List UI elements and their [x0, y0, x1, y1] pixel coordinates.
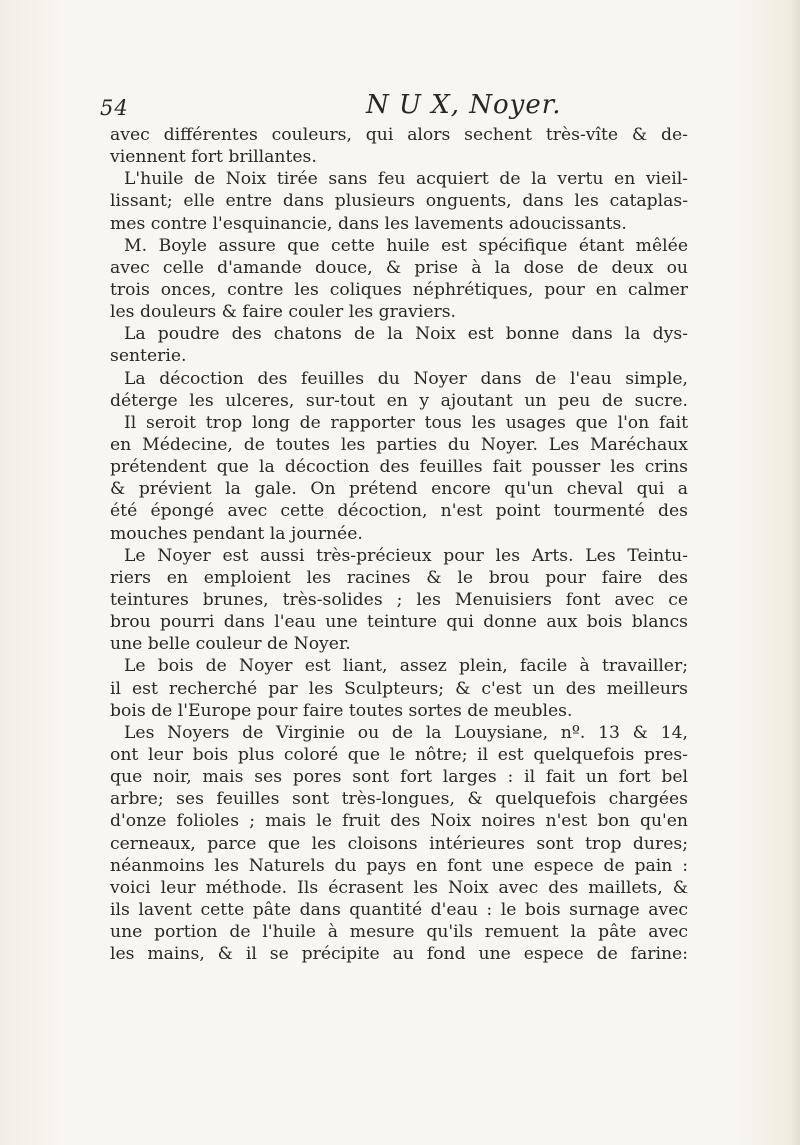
text-line: une portion de l'huile à mesure qu'ils remuent la pâte avec [110, 922, 688, 943]
text-line: teintures brunes, très-solides ; les Menuisiers font avec ce [110, 589, 688, 610]
text-line: trois onces, contre les coliques néphrétiques, pour en calmer [110, 279, 688, 300]
text-line: cerneaux, parce que les cloisons intérieures sont trop dures; [110, 833, 688, 854]
text-line: avec celle d'amande douce, & prise à la dose de deux ou [110, 257, 688, 278]
text-line: mes contre l'esquinancie, dans les lavements adoucissants. [110, 213, 627, 234]
text-line: ont leur bois plus coloré que le nôtre; il est quelquefois pres- [110, 744, 688, 765]
text-line: Le bois de Noyer est liant, assez plein, facile à travailler; [124, 656, 688, 677]
text-line: Les Noyers de Virginie ou de la Louysiane, nº. 13 & 14, [124, 722, 688, 743]
text-line: en Médecine, de toutes les parties du Noyer. Les Maréchaux [110, 434, 688, 455]
text-line: L'huile de Noix tirée sans feu acquiert de la vertu en vieil- [124, 169, 688, 190]
text-line: arbre; ses feuilles sont très-longues, & quelquefois chargées [110, 789, 688, 810]
text-line: il est recherché par les Sculpteurs; & c'est un des meilleurs [110, 678, 688, 699]
text-line: néanmoins les Naturels du pays en font une espece de pain : [110, 855, 688, 876]
text-line: lissant; elle entre dans plusieurs onguents, dans les cataplas- [110, 191, 688, 212]
text-line: Le Noyer est aussi très-précieux pour les Arts. Les Teintu- [124, 545, 688, 566]
text-line: les douleurs & faire couler les graviers. [110, 302, 457, 323]
running-head: N U X, Noyer. [366, 90, 562, 120]
text-line: prétendent que la décoction des feuilles fait pousser les crins [110, 457, 688, 478]
text-line: viennent fort brillantes. [110, 147, 317, 168]
text-line: Il seroit trop long de rapporter tous les usages que l'on fait [124, 412, 688, 433]
text-line: La décoction des feuilles du Noyer dans de l'eau simple, [124, 368, 688, 389]
text-line: voici leur méthode. Ils écrasent les Noix avec des maillets, & [110, 877, 688, 898]
text-line: brou pourri dans l'eau une teinture qui donne aux bois blancs [110, 612, 688, 633]
text-line: que noir, mais ses pores sont fort larges : il fait un fort bel [110, 767, 688, 788]
text-line: avec différentes couleurs, qui alors sechent très-vîte & de- [110, 125, 688, 145]
text-line: La poudre des chatons de la Noix est bonne dans la dys- [124, 324, 688, 345]
text-line: d'onze folioles ; mais le fruit des Noix noires n'est bon qu'en [110, 811, 688, 832]
text-line: bois de l'Europe pour faire toutes sortes de meubles. [110, 700, 573, 721]
text-line: ils lavent cette pâte dans quantité d'eau : le bois surnage avec [110, 899, 688, 920]
text-line: M. Boyle assure que cette huile est spécifique étant mêlée [124, 235, 688, 256]
text-line: riers en emploient les racines & le brou pour faire des [110, 567, 688, 588]
text-line: été épongé avec cette décoction, n'est point tourmenté des [110, 501, 688, 522]
page-number: 54 [100, 96, 129, 120]
text-line: déterge les ulceres, sur-tout en y ajoutant un peu de sucre. [110, 390, 688, 411]
body-text [110, 124, 688, 965]
text-line: senterie. [110, 346, 187, 367]
text-line: mouches pendant la journée. [110, 523, 363, 544]
page-edge-shadow [790, 0, 800, 1145]
text-line: & prévient la gale. On prétend encore qu'un cheval qui a [110, 479, 688, 500]
text-line: une belle couleur de Noyer. [110, 634, 351, 655]
text-line: les mains, & il se précipite au fond une espece de farine: [110, 944, 688, 965]
